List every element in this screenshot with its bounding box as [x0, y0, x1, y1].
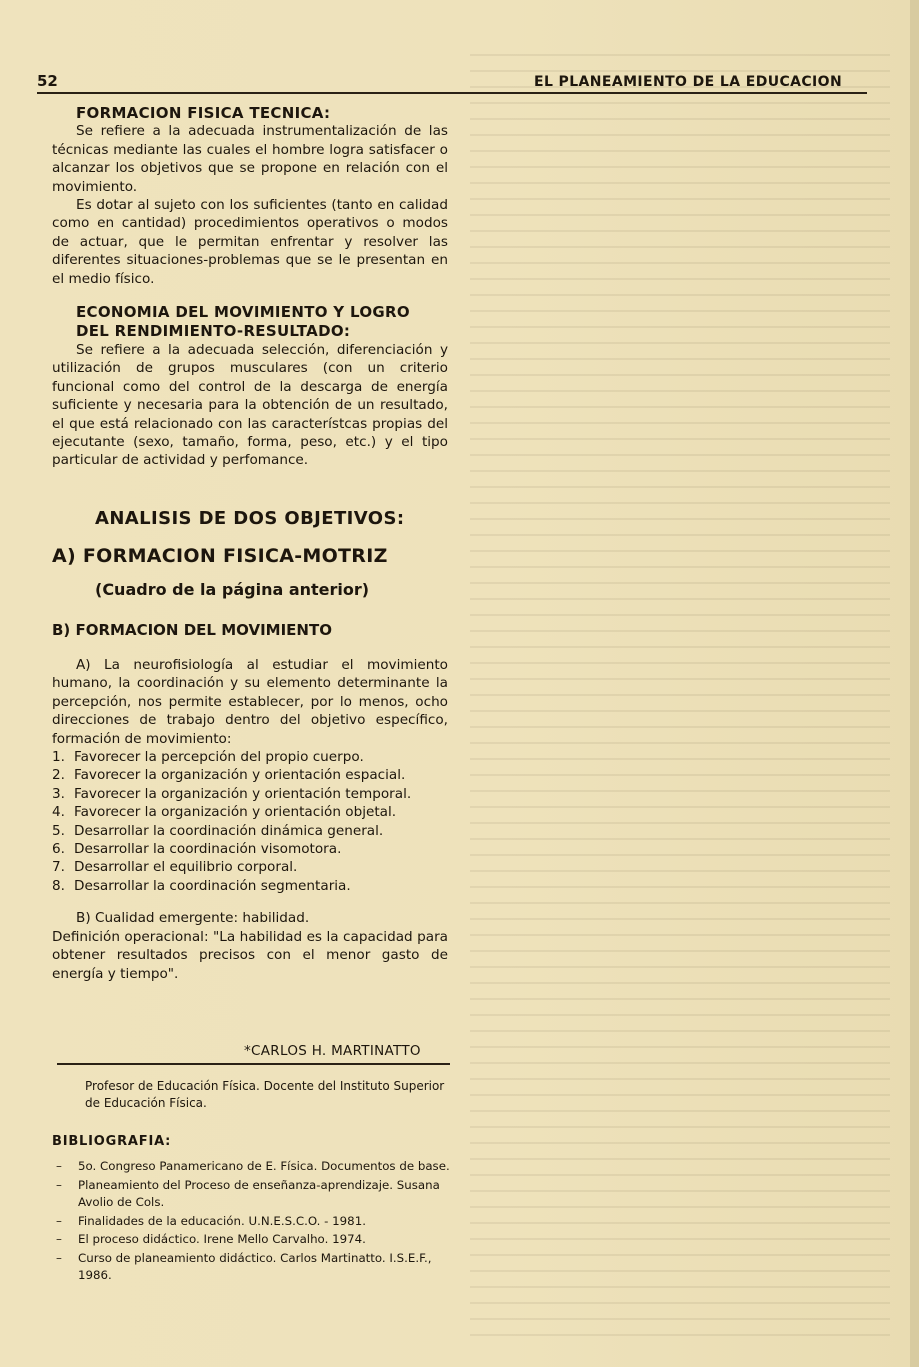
- objectives-list: [52, 748, 448, 895]
- bibliography-title: BIBLIOGRAFIA:: [52, 1134, 172, 1149]
- paragraph: Es dotar al sujeto con los suficientes (tanto en calidad como en cantidad) procedimientos operativos o modos de actuar, que le permitan enfrentar y resolver las diferentes situaciones-problemas que se le presentan en el medio físico.: [52, 197, 448, 287]
- bibliography-item: – Finalidades de la educación. U.N.E.S.C.O. - 1981.: [56, 1213, 366, 1228]
- show-through-texture: [470, 40, 890, 1340]
- paragraph: A) La neurofisiología al estudiar el movimiento humano, la coordinación y su elemento determinante la percepción, nos permite establecer, por lo menos, ocho direcciones de trabajo dentro del objetivo específico, formación de movimiento:: [52, 657, 448, 747]
- paragraph: Se refiere a la adecuada instrumentalización de las técnicas mediante las cuales el hombre logra satisfacer o alcanzar los objetivos que se propone en relación con el movimiento.: [52, 123, 448, 195]
- author-rule: [57, 1063, 450, 1065]
- author-name: *CARLOS H. MARTINATTO: [244, 1043, 421, 1059]
- paragraph: Se refiere a la adecuada selección, diferenciación y utilización de grupos musculares (con un criterio funcional como del control de la descarga de energía suficiente y necesaria para la obtención de un resultado, el que está relacionado con las característcas propias del ejecutante (sexo, tamaño, forma, peso, etc.) y el tipo particular de actividad y perfomance.: [52, 342, 448, 469]
- header-rule: [37, 92, 867, 94]
- operational-definition: Definición operacional: "La habilidad es la capacidad para obtener resultados precisos con el menor gasto de energía y tiempo".: [52, 928, 448, 982]
- list-item: 5. Desarrollar la coordinación dinámica general.: [52, 822, 384, 839]
- bibliography-item: – Planeamiento del Proceso de enseñanza-aprendizaje. Susana Avolio de Cols.: [56, 1177, 440, 1209]
- page-number: 52: [37, 72, 58, 90]
- subheading-a: A) FORMACION FISICA-MOTRIZ: [52, 545, 388, 567]
- list-item: 7. Desarrollar el equilibrio corporal.: [52, 859, 298, 876]
- bibliography-list: [52, 1158, 452, 1286]
- analysis-heading: ANALISIS DE DOS OBJETIVOS:: [95, 508, 405, 529]
- section-economia-movimiento: [52, 303, 448, 470]
- section-heading: ECONOMIA DEL MOVIMIENTO Y LOGRO DEL RENDIMIENTO-RESULTADO:: [76, 303, 410, 340]
- list-item: 4. Favorecer la organización y orientación objetal.: [52, 804, 397, 821]
- list-item: 6. Desarrollar la coordinación visomotora.: [52, 841, 342, 858]
- emergent-quality: B) Cualidad emergente: habilidad.: [76, 910, 310, 927]
- page-edge: [910, 0, 919, 1367]
- running-header: EL PLANEAMIENTO DE LA EDUCACION: [534, 74, 843, 90]
- bibliography-item: – 5o. Congreso Panamericano de E. Física. Documentos de base.: [56, 1159, 450, 1173]
- list-item: 3. Favorecer la organización y orientación temporal.: [52, 785, 412, 802]
- bibliography-item: – El proceso didáctico. Irene Mello Carvalho. 1974.: [56, 1232, 366, 1246]
- bibliography-item: – Curso de planeamiento didáctico. Carlos Martinatto. I.S.E.F., 1986.: [56, 1250, 432, 1282]
- table-reference: (Cuadro de la página anterior): [95, 580, 370, 599]
- section-heading: FORMACION FISICA TECNICA:: [76, 104, 331, 122]
- author-bio: Profesor de Educación Física. Docente del Instituto Superior de Educación Física.: [85, 1079, 445, 1110]
- list-item: 8. Desarrollar la coordinación segmentaria.: [52, 877, 351, 894]
- list-item: 1. Favorecer la percepción del propio cuerpo.: [52, 749, 364, 766]
- section-formacion-fisica-tecnica: [52, 104, 448, 288]
- list-item: 2. Favorecer la organización y orientación espacial.: [52, 767, 406, 784]
- section-formacion-movimiento: [52, 656, 448, 983]
- subheading-b: B) FORMACION DEL MOVIMIENTO: [52, 621, 332, 639]
